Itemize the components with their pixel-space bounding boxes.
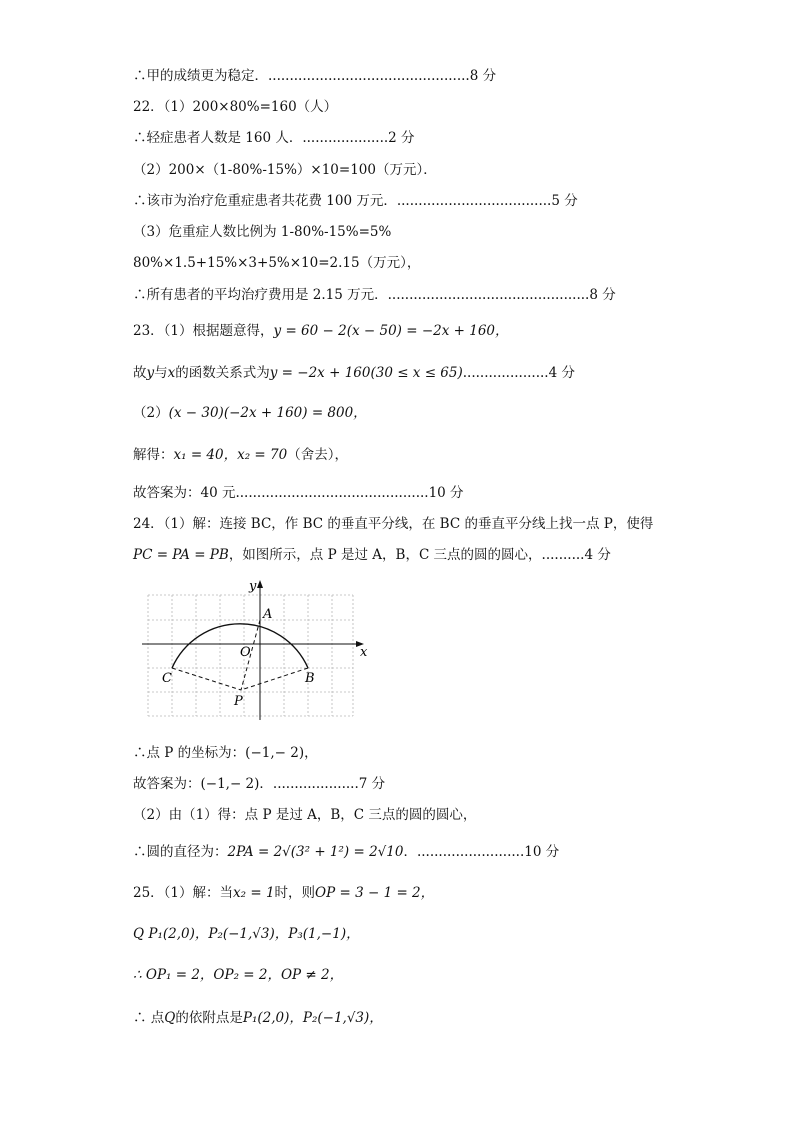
line-10-var-y: y (146, 365, 155, 381)
segment-pb (241, 668, 308, 690)
line-20-mid: 时，则 (274, 885, 316, 901)
line-2: 22．（1）200×80%=160（人） (133, 99, 338, 115)
line-20-text: 25．（1）解：当 (133, 885, 234, 901)
line-11 (133, 404, 367, 422)
line-10-score: ....................4 分 (462, 365, 575, 381)
line-15-text: ，如图所示，点 P 是过 A，B，C 三点的圆的圆心，..........4 分 (228, 547, 611, 563)
line-17 (133, 775, 385, 793)
line-10-text: 的函数关系式为 (175, 365, 270, 381)
line-19-text: ∴圆的直径为： (133, 844, 228, 860)
line-10 (133, 364, 575, 382)
line-9-formula: y = 60 − 2(x − 50) = −2x + 160， (273, 323, 509, 339)
line-5: ∴该市为治疗危重症患者共花费 100 万元．....................................5 分 (133, 193, 578, 209)
line-18: （2）由（1）得：点 P 是过 A，B，C 三点的圆的圆心， (133, 807, 477, 823)
line-23-var: Q (164, 1010, 176, 1026)
line-6: （3）危重症人数比例为 1-80%-15%=5% (133, 224, 392, 240)
line-10-formula: y = −2x + 160(30 ≤ x ≤ 65) (269, 365, 463, 381)
line-23-prefix: ∴ 点 (133, 1010, 165, 1026)
label-p: P (234, 694, 243, 709)
line-21: Q P₁(2,0)，P₂(−1,√3)，P₃(1,−1)， (133, 926, 360, 942)
line-23-formula: P₁(2,0)，P₂(−1,√3)， (242, 1010, 383, 1026)
line-17-formula: (−1,− 2) (200, 776, 260, 792)
line-14: 24．（1）解：连接 BC，作 BC 的垂直平分线，在 BC 的垂直平分线上找一点 P，使得 (133, 516, 654, 532)
label-o: O (240, 645, 251, 660)
line-15 (133, 546, 611, 564)
line-20 (133, 884, 434, 902)
line-12-suffix: （舍去）， (287, 447, 348, 463)
coordinate-figure (140, 578, 380, 723)
line-8: ∴所有患者的平均治疗费用是 2.15 万元．...............................................8 分 (133, 287, 616, 303)
line-3: ∴轻症患者人数是 160 人．....................2 分 (133, 130, 415, 146)
label-x: x (360, 645, 368, 660)
line-12-formula: x₁ = 40，x₂ = 70 (173, 447, 288, 463)
label-b: B (305, 671, 315, 686)
line-13: 故答案为：40 元.............................................10 分 (133, 485, 464, 501)
line-4: （2）200×（1-80%-15%）×10=100（万元）． (133, 162, 437, 178)
line-20-var: x₂ = 1 (233, 885, 275, 901)
line-9 (133, 322, 509, 340)
line-10-with: 与 (154, 365, 168, 381)
line-23-text: 的依附点是 (175, 1010, 243, 1026)
line-9-text: 23．（1）根据题意得， (133, 323, 274, 339)
line-22: ∴ OP₁ = 2，OP₂ = 2，OP ≠ 2， (133, 967, 344, 983)
line-1: ∴甲的成绩更为稳定．...............................................8 分 (133, 68, 497, 84)
line-10-prefix: 故 (133, 365, 147, 381)
y-axis-arrow (257, 580, 263, 588)
line-19 (133, 843, 559, 861)
line-19-score: ．.........................10 分 (403, 844, 560, 860)
line-17-score: ．....................7 分 (259, 776, 386, 792)
line-10-var-x: x (167, 365, 176, 381)
line-12-prefix: 解得： (133, 447, 174, 463)
line-17-text: 故答案为： (133, 776, 201, 792)
line-11-formula: (x − 30)(−2x + 160) = 800， (168, 405, 367, 421)
segment-pc (172, 668, 241, 690)
label-c: C (162, 671, 172, 686)
line-12 (133, 446, 348, 464)
label-y: y (249, 579, 257, 594)
line-16-formula: (−1,− 2)， (245, 745, 318, 761)
line-15-formula: PC = PA = PB (133, 547, 229, 563)
line-11-prefix: （2） (133, 405, 169, 421)
label-a: A (263, 607, 273, 622)
line-23 (133, 1009, 383, 1027)
line-16-text: ∴点 P 的坐标为： (133, 745, 246, 761)
line-19-formula: 2PA = 2√(3² + 1²) = 2√10 (227, 844, 404, 860)
line-16 (133, 744, 318, 762)
line-20-formula: OP = 3 − 1 = 2， (315, 885, 435, 901)
line-7: 80%×1.5+15%×3+5%×10=2.15（万元）， (133, 255, 421, 271)
